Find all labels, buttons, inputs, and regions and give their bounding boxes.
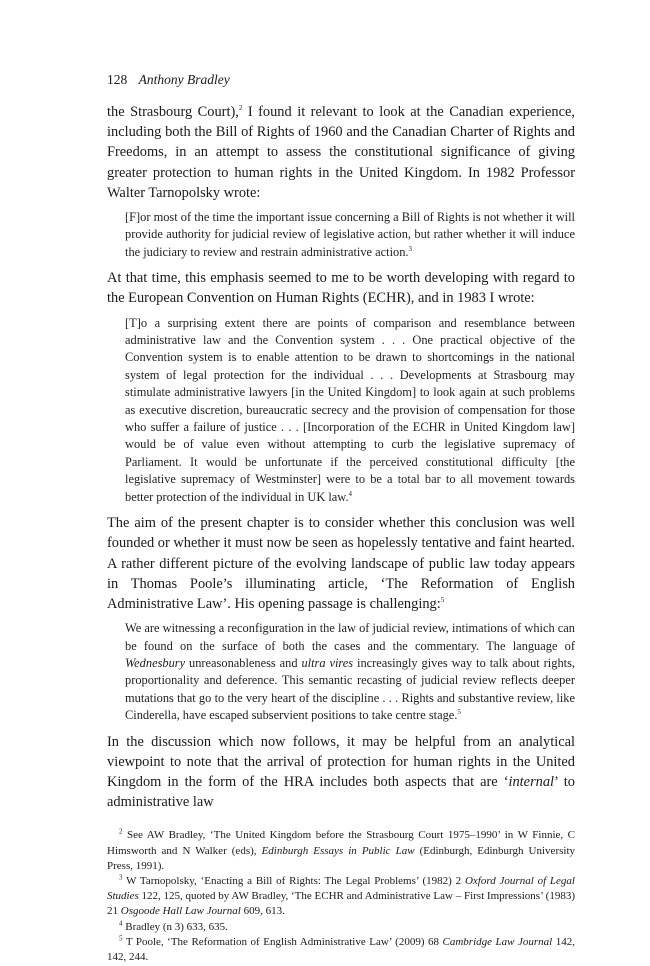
italic-run: ultra vires	[301, 655, 354, 670]
running-head	[107, 72, 575, 88]
footnote-ref: 2	[238, 104, 243, 113]
footnote-number: 4	[119, 918, 123, 927]
body-paragraph-3	[107, 513, 575, 614]
text-run: We are witnessing a reconfiguration in the law of judicial review, intimations of which can be found on the surface of both the cases and the commentary. The language of	[125, 621, 575, 653]
text-run: 122, 125, quoted by AW Bradley, ‘The ECHR and Administrative Law – First Impressions’ (1983) 21	[107, 890, 575, 918]
body-paragraph-4	[107, 732, 575, 813]
italic-run: internal	[508, 773, 555, 790]
italic-run: Wednesbury	[125, 655, 186, 670]
text-run: unreasonableness and	[185, 655, 302, 670]
footnote-ref: 3	[408, 244, 413, 253]
block-quote-1	[125, 209, 575, 261]
text-run: 609, 613.	[240, 905, 285, 918]
text-run: At that time, this emphasis seemed to me to be worth developing with regard to the European Convention on Human Rights (ECHR), and in 1983 I wrote:	[107, 270, 575, 307]
footnote-ref: 5	[457, 708, 461, 717]
footnote-number: 2	[119, 827, 123, 836]
body-paragraph-2	[107, 268, 575, 308]
text-run: Bradley (n 3) 633, 635.	[122, 920, 228, 933]
footnote	[107, 874, 575, 920]
text-run: the Strasbourg Court),	[107, 104, 239, 120]
running-head-author: Anthony Bradley	[138, 72, 230, 87]
footnotes	[107, 828, 575, 965]
text-run: (Edinburgh, Edinburgh University Press, 1991).	[107, 844, 575, 872]
page-number: 128	[107, 72, 128, 87]
footnote-ref: 5	[440, 596, 445, 605]
text-run: increasingly gives way to talk about rights, proportionality and deference. This semantic recasting of judicial review reflects deeper mutations that go to the very heart of the discipline . . . Rights and substantive review, like Cinderella, have escaped subservient positions to take centre stage.	[125, 655, 575, 723]
text-run: The aim of the present chapter is to consider whether this conclusion was well founded or whether it must now be seen as hopelessly tentative and faint hearted. A rather different picture of the evolving landscape of public law today appears in Thomas Poole’s illuminating article, ‘The Reformation of English Administrative Law’. His opening passage is challenging:	[107, 515, 575, 612]
text-run: I found it relevant to look at the Canadian experience, including both the Bill of Rights of 1960 and the Canadian Charter of Rights and Freedoms, in an attempt to assess the constitutional significance of giving greater protection to human rights in the United Kingdom. In 1982 Professor Walter Tarnopolsky wrote:	[107, 104, 575, 201]
text-run: See AW Bradley, ‘The United Kingdom before the Strasbourg Court 1975–1990’ in W Finnie, C Himsworth and N Walker (eds),	[107, 829, 575, 857]
text-run: W Tarnopolsky, ‘Enacting a Bill of Rights: The Legal Problems’ (1982) 2	[122, 874, 465, 887]
text-run: [T]o a surprising extent there are points of comparison and resemblance between administrative law and the Convention system . . . One practical objective of the Convention system is to enable attention to be drawn to shortcomings in the national system of legal protection for the individual . . . Developments at Strasbourg may stimulate administrative lawyers [in the United Kingdom] to look again at such problems as executive discretion, bureaucratic secrecy and the provision of compensation for those who suffer a failure of justice . . . [Incorporation of the ECHR in United Kingdom law] would be of value even without attempting to curb the legislative supremacy of Parliament. It would be unfortunate if the perceived constitutional difficulty [the legislative supremacy of Westminster] were to be a total bar to all movement towards better protection of the individual in UK law.	[125, 315, 575, 504]
footnote	[107, 828, 575, 874]
footnote-ref: 4	[348, 489, 353, 498]
italic-run: Osgoode Hall Law Journal	[120, 905, 241, 918]
text-run: 142, 142, 244.	[107, 935, 575, 963]
italic-run: Oxford Journal of Legal Studies	[107, 874, 575, 903]
footnote-number: 5	[119, 934, 123, 943]
italic-run: Edinburgh Essays in Public Law	[261, 844, 415, 857]
block-quote-2	[125, 315, 575, 506]
footnote-number: 3	[119, 873, 123, 882]
body-paragraph-1	[107, 102, 575, 203]
text-run: [F]or most of the time the important issue concerning a Bill of Rights is not whether it will provide authority for judicial review of legislative action, but rather whether it will induce the judiciary to review and restrain administrative action.	[125, 210, 575, 259]
footnote	[107, 920, 575, 935]
book-page	[107, 72, 575, 965]
block-quote-3	[125, 620, 575, 724]
footnote	[107, 935, 575, 965]
text-run: In the discussion which now follows, it may be helpful from an analytical viewpoint to note that the arrival of protection for human rights in the United Kingdom in the form of the HRA includes both aspects that are ‘	[107, 733, 575, 790]
text-run: T Poole, ‘The Reformation of English Administrative Law’ (2009) 68	[122, 935, 443, 948]
italic-run: Cambridge Law Journal	[442, 935, 553, 948]
text-run: ’ to administrative law	[107, 773, 575, 811]
